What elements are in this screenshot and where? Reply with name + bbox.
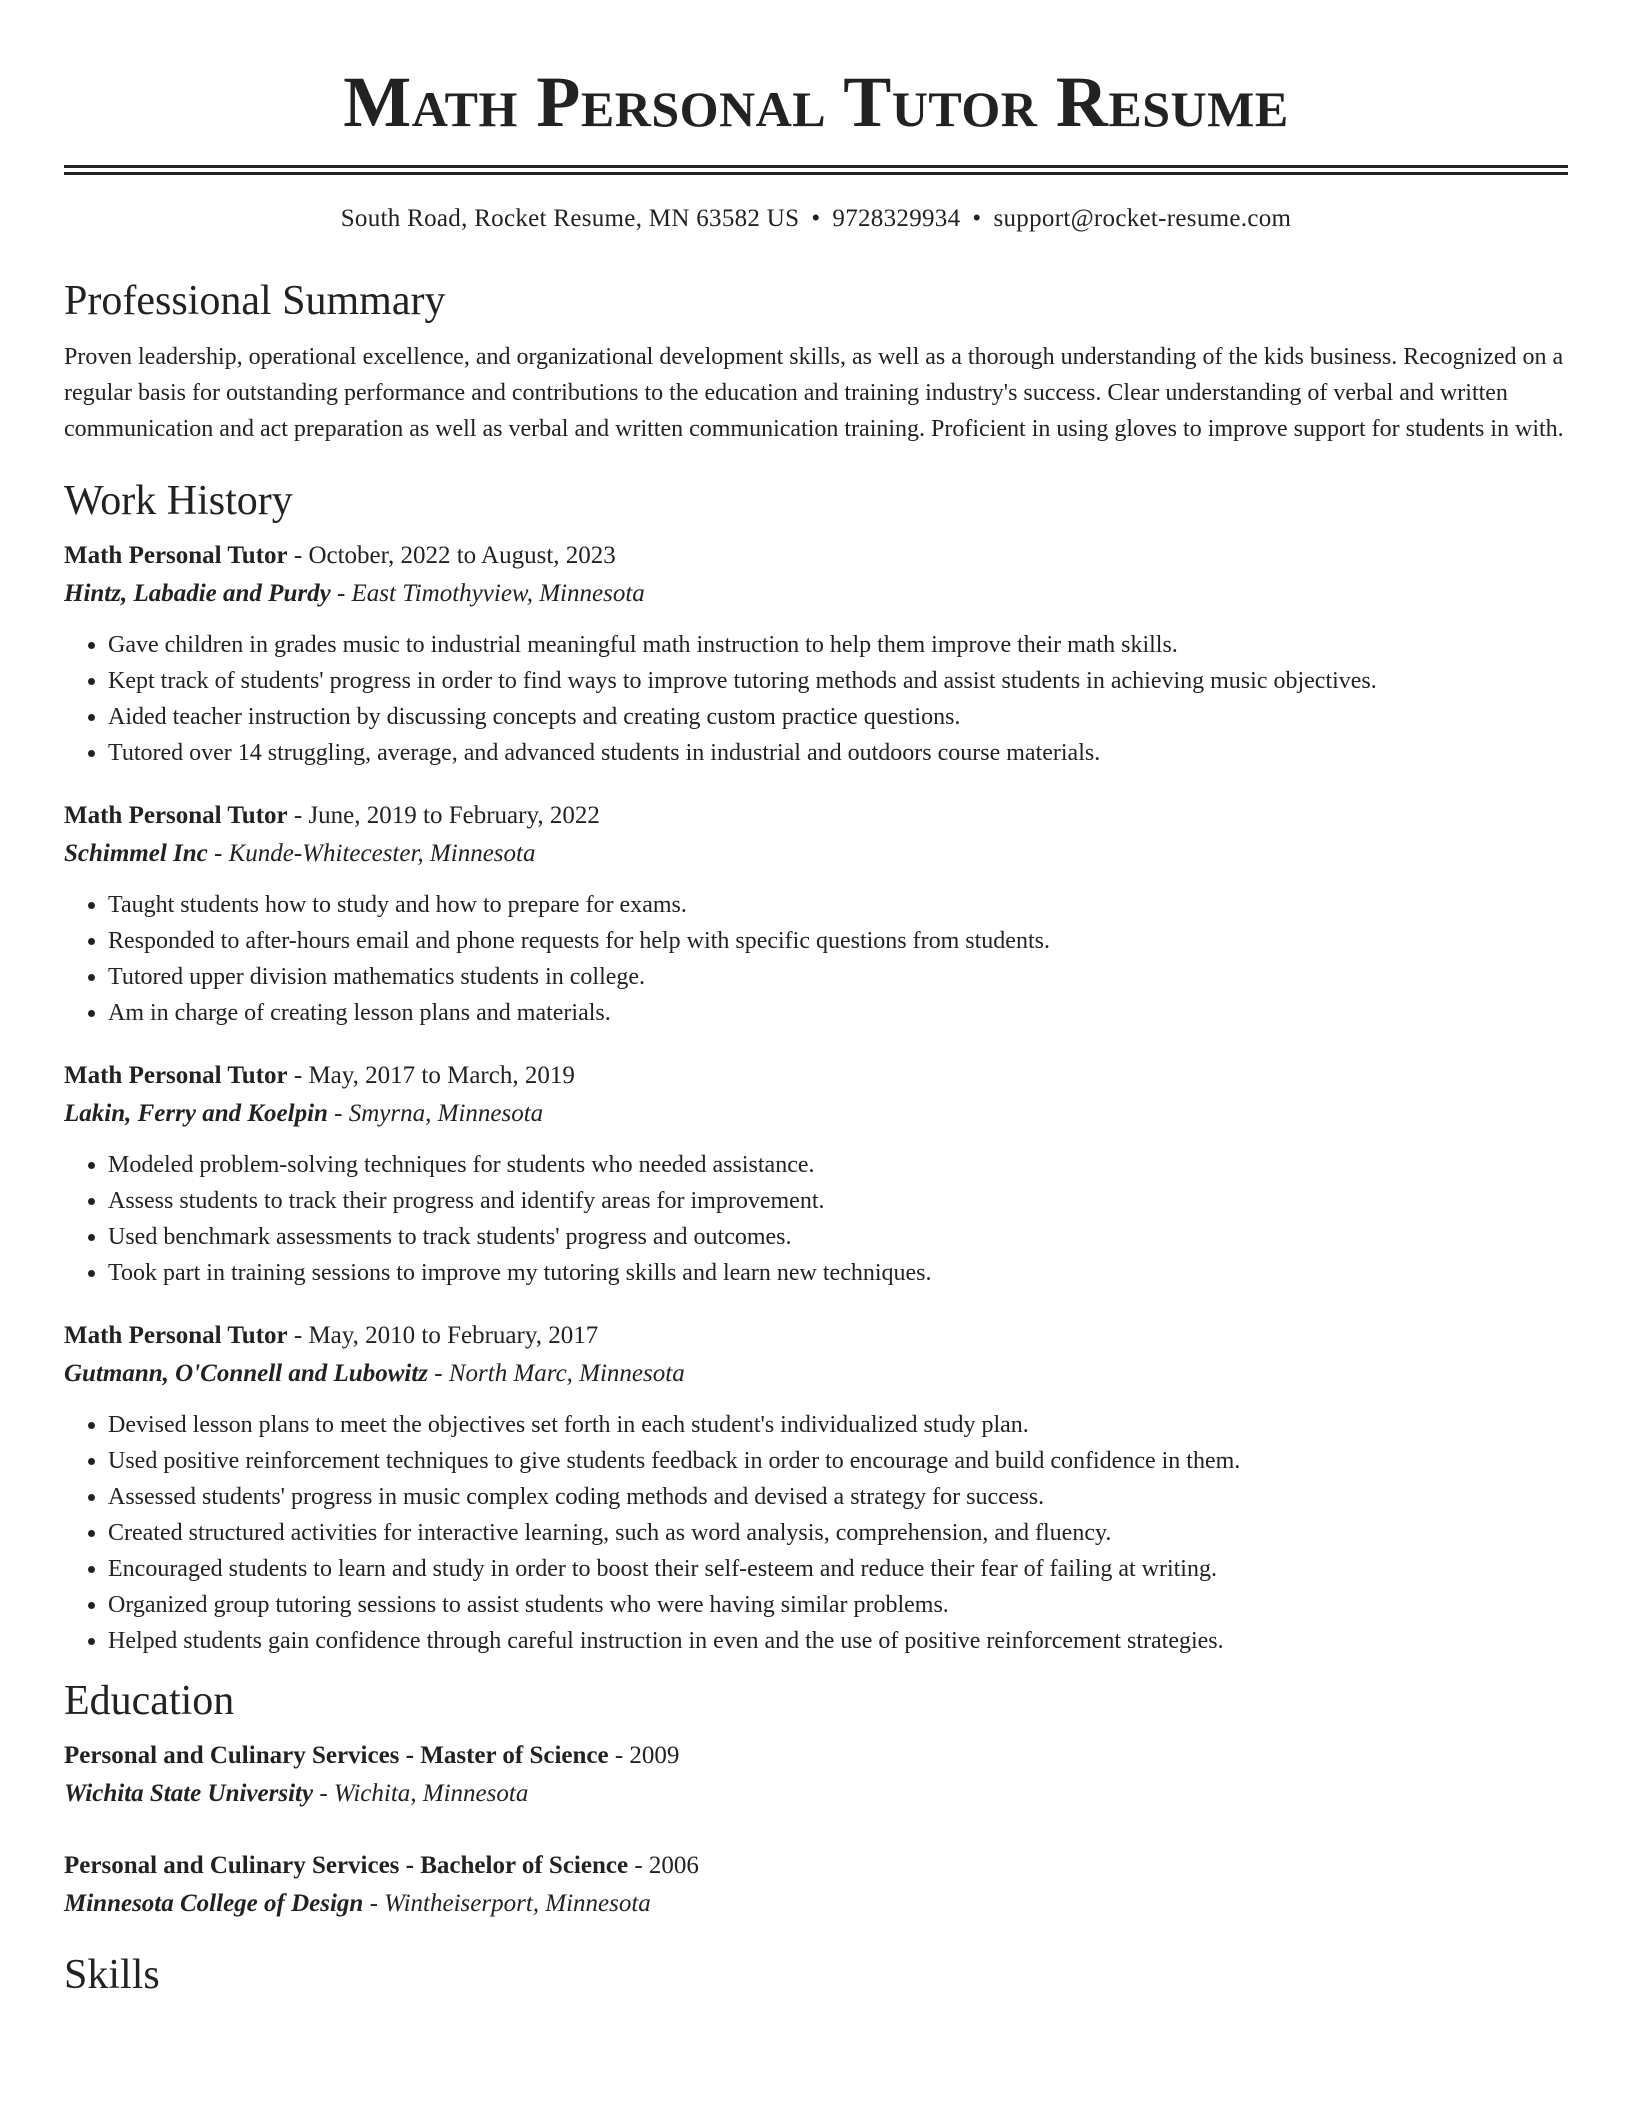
job-bullets bbox=[64, 1147, 1568, 1291]
job-bullet: • Taught students how to study and how to prepare for exams. bbox=[108, 887, 1568, 923]
job-bullet: • Used positive reinforcement techniques to give students feedback in order to encourage and build confidence in them. bbox=[108, 1443, 1568, 1479]
job-bullet: • Tutored upper division mathematics students in college. bbox=[108, 959, 1568, 995]
company-name: Hintz, Labadie and Purdy bbox=[64, 580, 331, 607]
job-bullets bbox=[64, 1407, 1568, 1659]
job-bullets bbox=[64, 627, 1568, 771]
work-history-heading: Work History bbox=[64, 478, 293, 524]
job-bullet: • Kept track of students' progress in order to find ways to improve tutoring methods and assist students in achieving music objectives. bbox=[108, 663, 1568, 699]
job-bullet: • Encouraged students to learn and study in order to boost their self-esteem and reduce their fear of failing at writing. bbox=[108, 1551, 1568, 1587]
education-entry bbox=[64, 1847, 1568, 1923]
company-name: Gutmann, O'Connell and Lubowitz bbox=[64, 1360, 429, 1387]
job-bullet: • Modeled problem-solving techniques for students who needed assistance. bbox=[108, 1147, 1568, 1183]
company-location: - Smyrna, Minnesota bbox=[327, 1100, 544, 1127]
job-bullet: • Took part in training sessions to improve my tutoring skills and learn new techniques. bbox=[108, 1255, 1568, 1291]
job-dates: - June, 2019 to February, 2022 bbox=[287, 802, 600, 829]
job-title: Math Personal Tutor bbox=[64, 542, 288, 569]
job-bullets bbox=[64, 887, 1568, 1031]
summary-text: Proven leadership, operational excellence, and organizational development skills, as well as a thorough understanding of the kids business. Recognized on a regular basis for outstanding performance and contributions to the education and training industry's success. Clear understanding of verbal and written communication and act preparation as well as verbal and written communication training. Proficient in using gloves to improve support for students in with. bbox=[64, 344, 1564, 442]
degree-year: - 2006 bbox=[628, 1852, 699, 1879]
school-line bbox=[64, 1885, 1568, 1923]
job-bullet: • Responded to after-hours email and phone requests for help with specific questions from students. bbox=[108, 923, 1568, 959]
title-double-rule bbox=[64, 165, 1568, 175]
company-location: - East Timothyview, Minnesota bbox=[330, 580, 645, 607]
job-bullet: • Tutored over 14 struggling, average, and advanced students in industrial and outdoors course materials. bbox=[108, 735, 1568, 771]
school-location: - Wintheiserport, Minnesota bbox=[363, 1890, 651, 1917]
page-title: Math Personal Tutor Resume bbox=[343, 62, 1289, 142]
job-bullet: • Aided teacher instruction by discussing concepts and creating custom practice questions. bbox=[108, 699, 1568, 735]
job-bullet: • Created structured activities for interactive learning, such as word analysis, comprehension, and fluency. bbox=[108, 1515, 1568, 1551]
job-title: Math Personal Tutor bbox=[64, 1322, 288, 1349]
company-line bbox=[64, 575, 1568, 613]
company-location: - North Marc, Minnesota bbox=[428, 1360, 685, 1387]
resume-page bbox=[64, 0, 1568, 2001]
job-title-line bbox=[64, 1317, 1568, 1355]
school-line bbox=[64, 1775, 1568, 1813]
job-dates: - May, 2010 to February, 2017 bbox=[287, 1322, 599, 1349]
degree-line bbox=[64, 1847, 1568, 1885]
school-name: Wichita State University bbox=[64, 1780, 314, 1807]
education-heading: Education bbox=[64, 1678, 235, 1724]
job-title-line bbox=[64, 537, 1568, 575]
job-bullet: • Used benchmark assessments to track students' progress and outcomes. bbox=[108, 1219, 1568, 1255]
job-bullet: • Assessed students' progress in music complex coding methods and devised a strategy for success. bbox=[108, 1479, 1568, 1515]
job-entry bbox=[64, 1057, 1568, 1291]
skills-heading: Skills bbox=[64, 1952, 160, 1998]
job-bullet: • Helped students gain confidence through careful instruction in even and the use of positive reinforcement strategies. bbox=[108, 1623, 1568, 1659]
company-name: Schimmel Inc bbox=[64, 840, 208, 867]
degree-name: Personal and Culinary Services - Bachelor of Science bbox=[64, 1852, 629, 1879]
degree-name: Personal and Culinary Services - Master of Science bbox=[64, 1742, 609, 1769]
summary-heading: Professional Summary bbox=[64, 278, 446, 324]
company-line bbox=[64, 1355, 1568, 1393]
job-bullet: • Am in charge of creating lesson plans and materials. bbox=[108, 995, 1568, 1031]
degree-line bbox=[64, 1737, 1568, 1775]
job-title-line bbox=[64, 797, 1568, 835]
school-location: - Wichita, Minnesota bbox=[313, 1780, 529, 1807]
job-entry bbox=[64, 1317, 1568, 1659]
education-entry bbox=[64, 1737, 1568, 1813]
contact-separator: • bbox=[972, 205, 982, 232]
job-bullet: • Assess students to track their progress and identify areas for improvement. bbox=[108, 1183, 1568, 1219]
job-entry bbox=[64, 797, 1568, 1031]
school-name: Minnesota College of Design bbox=[64, 1890, 364, 1917]
job-title: Math Personal Tutor bbox=[64, 802, 288, 829]
contact-separator: • bbox=[811, 205, 821, 232]
job-title-line bbox=[64, 1057, 1568, 1095]
contact-email: support@rocket-resume.com bbox=[993, 205, 1292, 232]
job-bullet: • Organized group tutoring sessions to assist students who were having similar problems. bbox=[108, 1587, 1568, 1623]
job-title: Math Personal Tutor bbox=[64, 1062, 288, 1089]
contact-line bbox=[64, 203, 1568, 235]
job-dates: - May, 2017 to March, 2019 bbox=[287, 1062, 575, 1089]
contact-phone: 9728329934 bbox=[832, 205, 961, 232]
company-name: Lakin, Ferry and Koelpin bbox=[64, 1100, 328, 1127]
company-line bbox=[64, 1095, 1568, 1133]
company-location: - Kunde-Whitecester, Minnesota bbox=[207, 840, 536, 867]
degree-year: - 2009 bbox=[608, 1742, 680, 1769]
company-line bbox=[64, 835, 1568, 873]
job-dates: - October, 2022 to August, 2023 bbox=[287, 542, 616, 569]
contact-address: South Road, Rocket Resume, MN 63582 US bbox=[340, 205, 800, 232]
job-bullet: • Devised lesson plans to meet the objectives set forth in each student's individualized study plan. bbox=[108, 1407, 1568, 1443]
job-entry bbox=[64, 537, 1568, 771]
job-bullet: • Gave children in grades music to industrial meaningful math instruction to help them improve their math skills. bbox=[108, 627, 1568, 663]
